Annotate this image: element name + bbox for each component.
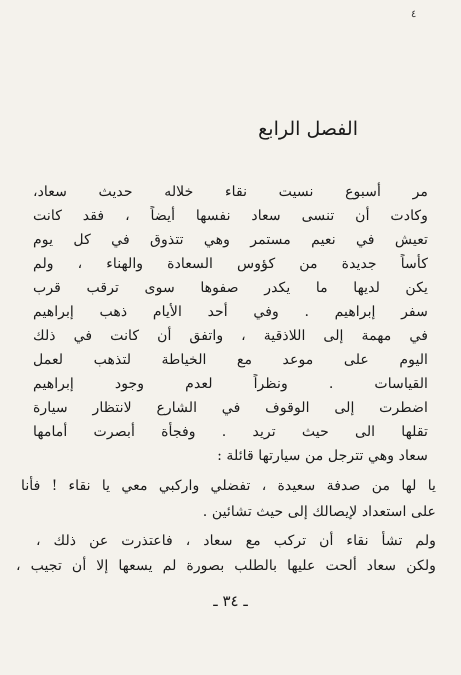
text-line: على استعداد لإيصالك إلى حيث تشائين . (202, 504, 436, 520)
text-line: اضطرت إلى الوقوف في الشارع لانتظار سيارة (33, 400, 428, 416)
text-line: تقلها الى حيث تريد . وفجأة أبصرت أمامها (33, 424, 428, 440)
corner-mark: ٤ (411, 9, 417, 20)
text-line: وكادت أن تنسى سعاد نفسها أيضاً ، فقد كانت (33, 208, 428, 224)
text-line: ولكن سعاد ألحت عليها بالطلب بصورة لم يسعها إلا أن تجيب ، (16, 558, 436, 574)
page-number: ـ ٣٤ ـ (213, 592, 248, 610)
text-line: تعيش في نعيم مستمر وهي تتذوق في كل يوم (33, 232, 428, 248)
text-line: في مهمة إلى اللاذقية ، واتفق أن كانت في ذلك (33, 328, 428, 344)
text-line: كأساً جديدة من كؤوس السعادة والهناء ، ولم (33, 256, 428, 272)
chapter-title: الفصل الرابع (258, 118, 358, 140)
text-line: مر أسبوع نسيت نقاء خلاله حديث سعاد، (33, 184, 428, 200)
text-line: سفر إبراهيم . وفي أحد الأيام ذهب إبراهيم (33, 304, 428, 320)
text-line: يكن لديها ما يكدر صفوها سوى ترقب قرب (33, 280, 428, 296)
text-line: سعاد وهي تترجل من سيارتها قائلة : (217, 448, 428, 464)
text-line: اليوم على موعد مع الخياطة لتذهب لعمل (33, 352, 428, 368)
text-line: يا لها من صدفة سعيدة ، تفضلي واركبي معي يا نقاء ! فأنا (21, 478, 436, 494)
text-line: القياسات . ونظراً لعدم وجود إبراهيم (33, 376, 428, 392)
text-line: ولم تشأ نقاء أن تركب مع سعاد ، فاعتذرت عن ذلك ، (36, 533, 436, 549)
